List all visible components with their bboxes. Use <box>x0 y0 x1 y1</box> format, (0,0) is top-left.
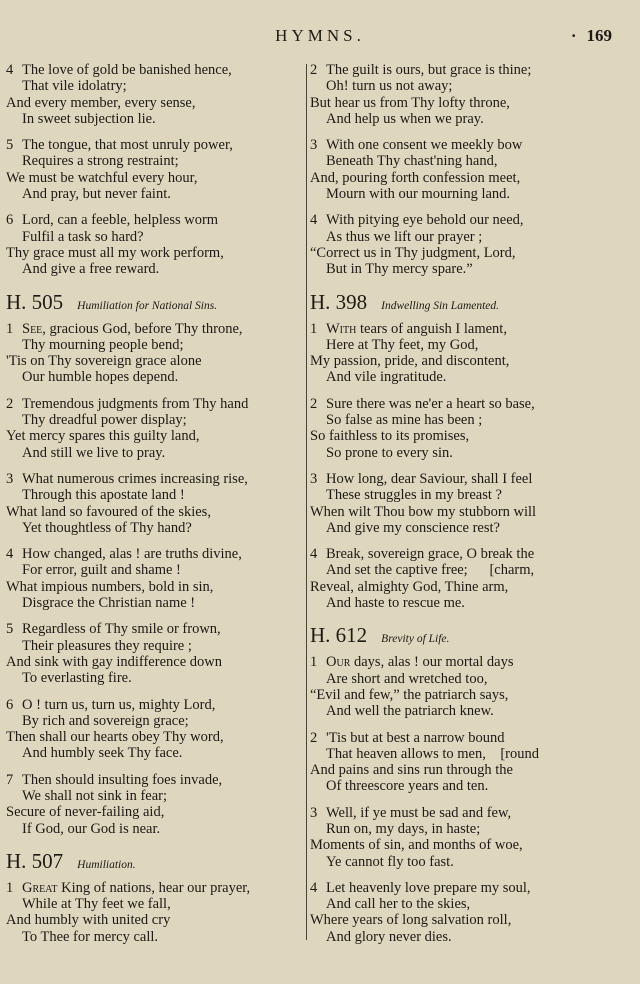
verse-line: Secure of never-failing aid, <box>6 804 165 821</box>
verse-line: Where years of long salvation roll, <box>310 912 512 929</box>
verse-line <box>310 880 610 896</box>
verse-line <box>6 880 302 896</box>
verse-line: And, pouring forth confession meet, <box>310 169 521 186</box>
verse-line: That heaven allows to men, [round <box>326 745 540 762</box>
verse-line <box>310 212 610 228</box>
verse-line: In sweet subjection lie. <box>22 110 156 127</box>
verse-line <box>6 137 302 153</box>
verse-line: And humbly with united cry <box>6 912 171 929</box>
verse-line: And give my conscience rest? <box>326 519 500 536</box>
verse-line: So false as mine has been ; <box>326 412 483 429</box>
verse-text: tears of anguish I lament, <box>356 320 507 337</box>
verse-number: 2 <box>310 395 318 412</box>
verse-line: Yet mercy spares this guilty land, <box>6 428 200 445</box>
verse <box>310 62 610 127</box>
verse-line: And sink with gay indifference down <box>6 653 222 670</box>
page-header <box>0 26 640 50</box>
verse-line <box>310 471 610 487</box>
verse-line: And give a free reward. <box>22 261 160 278</box>
verse-line: To Thee for mercy call. <box>22 928 159 945</box>
verse-text: King of nations, hear our prayer, <box>57 879 251 896</box>
verse-line <box>310 396 610 412</box>
column-divider <box>306 64 307 940</box>
verse-line: And every member, every sense, <box>6 94 196 111</box>
verse-number: 1 <box>6 879 14 896</box>
verse-number: 3 <box>6 470 14 487</box>
verse-number: 6 <box>6 212 14 229</box>
verse-text: With <box>326 320 357 337</box>
verse-line: Thy mourning people bend; <box>22 336 184 353</box>
verse-text: 'Tis but at best a narrow bound <box>326 729 505 746</box>
verse-line: And pains and sins run through the <box>310 762 513 779</box>
verse-text: Let heavenly love prepare my soul, <box>326 879 531 896</box>
verse-line: For error, guilt and shame ! <box>22 562 181 579</box>
verse-text: With pitying eye behold our need, <box>326 212 524 229</box>
verse <box>310 212 610 277</box>
verse-line: My passion, pride, and discontent, <box>310 353 510 370</box>
verse-line: If God, our God is near. <box>22 820 161 837</box>
verse <box>6 697 302 762</box>
verse-line: And pray, but never faint. <box>22 186 171 203</box>
verse-text: Well, if ye must be sad and few, <box>326 804 512 821</box>
verse-text: O ! turn us, turn us, mighty Lord, <box>22 696 216 713</box>
verse <box>6 396 302 461</box>
verse-number: 1 <box>310 320 318 337</box>
verse-line: “Correct us in Thy judgment, Lord, <box>310 244 516 261</box>
verse-line: And set the captive free; [charm, <box>326 562 535 579</box>
verse-text: days, alas ! our mortal days <box>350 654 514 671</box>
verse <box>6 321 302 386</box>
verse-line: Then shall our hearts obey Thy word, <box>6 729 224 746</box>
hymn-number: H. 505 <box>6 289 64 314</box>
verse-line: To everlasting fire. <box>22 670 132 687</box>
verse-number: 5 <box>6 137 14 154</box>
verse-line: Mourn with our mourning land. <box>326 186 511 203</box>
verse-line: And still we live to pray. <box>22 444 166 461</box>
verse-text: Our <box>326 654 351 671</box>
verse-line <box>6 772 302 788</box>
verse-text: The guilt is ours, but grace is thine; <box>326 62 532 78</box>
hymn-title: Indwelling Sin Lamented. <box>381 299 500 312</box>
verse <box>310 546 610 611</box>
verse-line: As thus we lift our prayer ; <box>326 228 483 245</box>
verse-line: Thy dreadful power display; <box>22 412 187 429</box>
verse-line: What land so favoured of the skies, <box>6 503 211 520</box>
verse-line: And call her to the skies, <box>326 896 471 913</box>
verse-line <box>6 621 302 637</box>
verse-line: That vile idolatry; <box>22 78 127 95</box>
verse-line: Ye cannot fly too fast. <box>326 853 454 870</box>
verse-line: Oh! turn us not away; <box>326 78 453 95</box>
verse-line: Reveal, almighty God, Thine arm, <box>310 578 509 595</box>
page-number: · 169 <box>570 26 612 45</box>
verse-line <box>310 321 610 337</box>
verse-number: 4 <box>310 879 318 896</box>
verse-line: Of threescore years and ten. <box>326 778 489 795</box>
verse-line <box>310 62 610 78</box>
verse-line: And haste to rescue me. <box>326 595 465 612</box>
verse-line: And well the patriarch knew. <box>326 703 494 720</box>
verse-text: See, <box>22 320 46 337</box>
verse-line: Moments of sin, and months of woe, <box>310 837 523 854</box>
verse-line: Disgrace the Christian name ! <box>22 595 196 612</box>
verse-line: By rich and sovereign grace; <box>22 712 189 729</box>
verse-text: How long, dear Saviour, shall I feel <box>326 470 533 487</box>
verse-number: 3 <box>310 804 318 821</box>
verse <box>6 880 302 945</box>
verse-line <box>6 697 302 713</box>
verse-text: Sure there was ne'er a heart so base, <box>326 395 535 412</box>
verse-line: Through this apostate land ! <box>22 487 185 504</box>
hymn-heading-505 <box>6 290 302 315</box>
hymn-number: H. 507 <box>6 848 64 873</box>
verse-text: With one consent we meekly bow <box>326 137 523 154</box>
verse-line: Are short and wretched too, <box>326 670 488 687</box>
verse-line <box>310 730 610 746</box>
verse <box>310 471 610 536</box>
verse-number: 1 <box>310 654 318 671</box>
hymn-number: H. 398 <box>310 289 368 314</box>
verse-line <box>310 654 610 670</box>
verse <box>6 471 302 536</box>
running-title: HYMNS. <box>275 26 365 45</box>
verse-number: 5 <box>6 621 14 638</box>
verse-line <box>6 471 302 487</box>
verse-line: We shall not sink in fear; <box>22 787 168 804</box>
hymn-title: Humiliation for National Sins. <box>77 299 218 312</box>
verse-line: What impious numbers, bold in sin, <box>6 578 214 595</box>
verse-text: Regardless of Thy smile or frown, <box>22 621 221 638</box>
verse-line <box>6 62 302 78</box>
verse <box>310 880 610 945</box>
verse-line: When wilt Thou bow my stubborn will <box>310 503 537 520</box>
verse <box>310 730 610 795</box>
verse-line: And help us when we pray. <box>326 110 484 127</box>
left-column <box>6 62 302 955</box>
hymn-number: H. 612 <box>310 623 368 648</box>
verse-line: Here at Thy feet, my God, <box>326 336 479 353</box>
verse <box>6 621 302 686</box>
verse-number: 3 <box>310 137 318 154</box>
verse-number: 2 <box>6 395 14 412</box>
verse <box>6 772 302 837</box>
verse <box>6 546 302 611</box>
verse-line: These struggles in my breast ? <box>326 487 502 504</box>
verse-number: 1 <box>6 320 14 337</box>
verse-number: 3 <box>310 470 318 487</box>
verse <box>6 62 302 127</box>
verse-number: 4 <box>6 62 14 78</box>
verse-line <box>6 321 302 337</box>
verse-line: And humbly seek Thy face. <box>22 745 183 762</box>
verse-line: Yet thoughtless of Thy hand? <box>22 519 192 536</box>
verse <box>310 396 610 461</box>
verse-line: Beneath Thy chast'ning hand, <box>326 153 498 170</box>
verse-number: 4 <box>310 546 318 563</box>
verse-line: So faithless to its promises, <box>310 428 470 445</box>
verse-number: 4 <box>6 546 14 563</box>
verse-number: 6 <box>6 696 14 713</box>
verse-line <box>6 396 302 412</box>
verse-text: Then should insulting foes invade, <box>22 771 223 788</box>
verse-number: 2 <box>310 729 318 746</box>
verse-line: And glory never dies. <box>326 928 452 945</box>
verse-line: Run on, my days, in haste; <box>326 820 481 837</box>
verse-text: The love of gold be banished hence, <box>22 62 232 78</box>
hymn-title: Humiliation. <box>77 858 136 871</box>
hymn-title: Brevity of Life. <box>381 633 450 646</box>
verse-line <box>6 546 302 562</box>
verse-line <box>310 546 610 562</box>
verse-line: Requires a strong restraint; <box>22 153 179 170</box>
verse <box>6 137 302 202</box>
verse-line: But in Thy mercy spare.” <box>326 261 473 278</box>
verse-text: What numerous crimes increasing rise, <box>22 470 248 487</box>
verse-text: Great <box>22 879 58 896</box>
verse <box>310 321 610 386</box>
verse-line: And vile ingratitude. <box>326 369 447 386</box>
hymn-heading-507 <box>6 849 302 874</box>
verse-line: But hear us from Thy lofty throne, <box>310 94 510 111</box>
verse-line: We must be watchful every hour, <box>6 169 198 186</box>
verse-text: gracious God, before Thy throne, <box>45 320 243 337</box>
verse-line: Their pleasures they require ; <box>22 637 192 654</box>
right-column <box>310 62 610 955</box>
verse-number: 2 <box>310 62 318 78</box>
verse-line: Our humble hopes depend. <box>22 369 179 386</box>
hymn-heading-612 <box>310 623 610 648</box>
verse-line: Thy grace must all my work perform, <box>6 244 224 261</box>
verse-text: Lord, can a feeble, helpless worm <box>22 212 219 229</box>
verse-line: “Evil and few,” the patriarch says, <box>310 686 509 703</box>
verse-line <box>310 137 610 153</box>
verse-text: The tongue, that most unruly power, <box>22 137 233 154</box>
verse <box>310 654 610 719</box>
verse-line <box>310 805 610 821</box>
verse-line: Fulfil a task so hard? <box>22 228 144 245</box>
verse <box>310 137 610 202</box>
hymn-heading-398 <box>310 290 610 315</box>
verse-line: 'Tis on Thy sovereign grace alone <box>6 353 202 370</box>
verse-line: While at Thy feet we fall, <box>22 896 171 913</box>
verse-line: So prone to every sin. <box>326 444 453 461</box>
verse-text: Break, sovereign grace, O break the <box>326 546 535 563</box>
verse <box>310 805 610 870</box>
verse-line <box>6 212 302 228</box>
verse <box>6 212 302 277</box>
verse-number: 4 <box>310 212 318 229</box>
verse-number: 7 <box>6 771 14 788</box>
verse-text: How changed, alas ! are truths divine, <box>22 546 242 563</box>
verse-text: Tremendous judgments from Thy hand <box>22 395 249 412</box>
